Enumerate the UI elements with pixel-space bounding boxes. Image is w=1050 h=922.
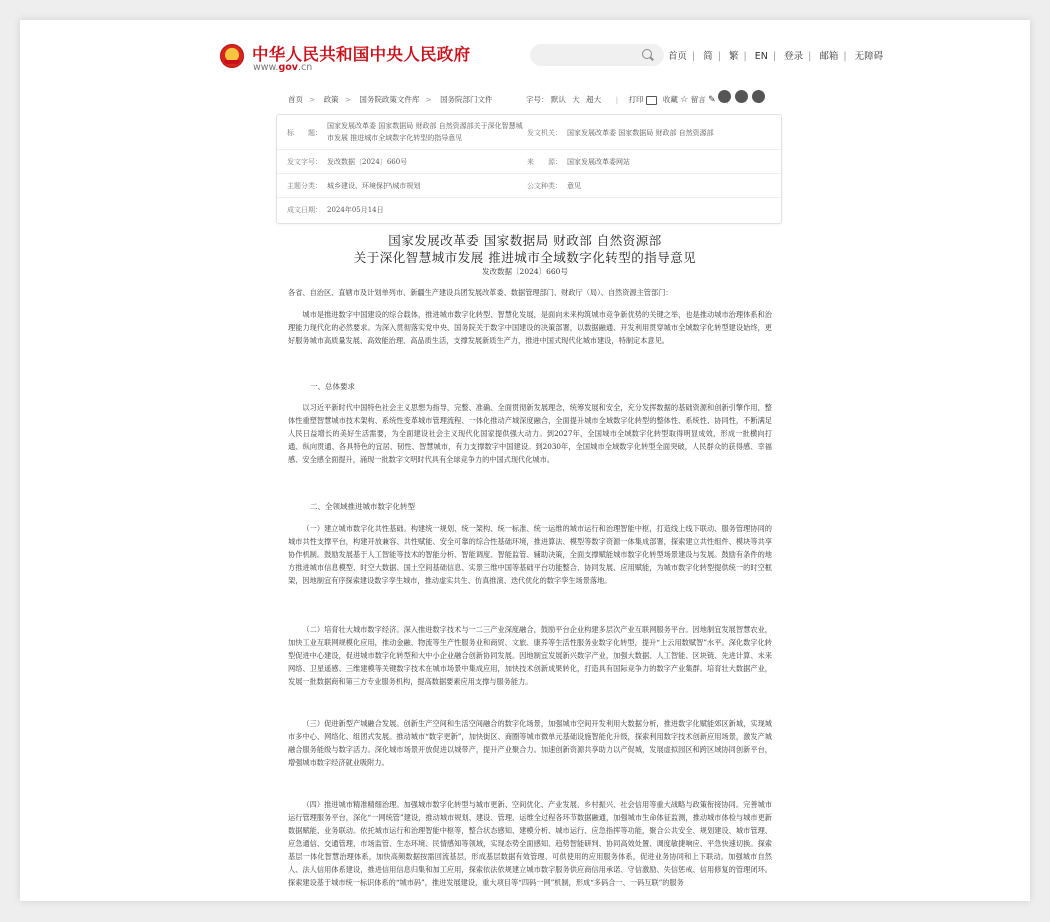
search-input[interactable] xyxy=(530,44,664,66)
section-heading-1: 一、总体要求 xyxy=(310,382,355,391)
site-header xyxy=(20,20,1030,92)
paragraph-item-2: （二）培育壮大城市数字经济。深入推进数字技术与一二三产业深度融合，鼓励平台企业构建多层次产业互联网服务平台。因地制宜发展智慧农业，加快工业互联网规模化应用，推动金融、物流等生产性服务业和商贸、文旅、康养等生活性服务业数字化转型，提升“上云用数赋智”水平。深化数字化转型促进中心建设，促进城市数字化转型和大中小企业融合创新协同发展。因地制宜发展新兴数字产业，加强大数据、人工智能、区块链、先进计算、未来网络、卫星遥感、三维建模等关键数字技术在城市场景中集成应用，加快技术创新成果转化，打造具有国际竞争力的数字产业集群。培育壮大数据产业，发展一批数据商和第三方专业服务机构，提高数据要素应用支撑与服务能力。 xyxy=(288,625,772,686)
intro-paragraph: 城市是推进数字中国建设的综合载体，推进城市数字化转型、智慧化发展，是面向未来构筑城市竞争新优势的关键之举，也是推动城市治理体系和治理能力现代化的必然要求。为深入贯彻落实党中央、国务院关于数字中国建设的决策部署，以数据融通、开发利用贯穿城市全域数字化转型建设始终，更好服务城市高质量发展、高效能治理、高品质生活，支撑发展新质生产力，推进中国式现代化城市建设，特制定本意见。 xyxy=(288,310,772,345)
qzone-share-icon[interactable] xyxy=(752,90,765,103)
site-title: 中华人民共和国中央人民政府 xyxy=(252,45,471,64)
pencil-icon[interactable]: ✎ xyxy=(708,95,716,105)
font-size-default[interactable]: 默认 xyxy=(550,95,566,104)
breadcrumb-home[interactable]: 首页 xyxy=(288,95,303,104)
source-value: 国家发展改革委网站 xyxy=(567,158,630,166)
title-label: 标 题： xyxy=(287,129,322,137)
favorite-button[interactable]: 收藏 xyxy=(662,95,678,104)
site-url xyxy=(253,62,312,73)
top-nav: 首页 | 简 | 繁 | EN | 登录 | 邮箱 | 无障碍 xyxy=(668,51,884,62)
document-info-box xyxy=(276,114,782,224)
breadcrumb-department-docs[interactable]: 国务院部门文件 xyxy=(440,95,493,104)
page xyxy=(20,20,1030,901)
info-row-title xyxy=(277,115,781,150)
type-label: 公文种类： xyxy=(527,182,562,190)
national-emblem-icon xyxy=(220,44,244,68)
section-heading-2: 二、全领域推进城市数字化转型 xyxy=(310,502,415,511)
document-title-line1: 国家发展改革委 国家数据局 财政部 自然资源部 xyxy=(388,233,662,248)
paragraph-item-3: （三）促进新型产城融合发展。创新生产空间和生活空间融合的数字化场景，加强城市空间开发利用大数据分析，推进数字化赋能郊区新城，实现城市多中心、网络化、组团式发展。推动城市“数字更新”，加快街区、商圈等城市微单元基础设施智能化升级，探索利用数字技术创新应用场景，激发产城融合服务能级与数字活力。深化城市场景开放促进以城带产，提升产业聚合力。加速创新资源共享助力以产促城，发展虚拟园区和跨区域协同创新平台，增强城市数字经济就业吸附力。 xyxy=(288,719,772,767)
title-value-line1: 国家发展改革委 国家数据局 财政部 自然资源部关于深化智慧城 xyxy=(327,122,523,130)
breadcrumb-row xyxy=(288,92,788,108)
nav-simplified[interactable]: 简 xyxy=(703,51,713,62)
paragraph-item-4: （四）推进城市精准精细治理。加强城市数字化转型与城市更新、空间优化、产业发展、乡村振兴、社会信用等重大战略与政策衔接协同。完善城市运行管理服务平台，深化“一网统管”建设，推动城市规划、建设、管理、运维全过程各环节数据融通，加强城市生命体征监测，推动城市体检与城市更新数据赋能、业务联动。依托城市运行和治理智能中枢等，整合状态感知、建模分析、城市运行、应急指挥等功能，聚合公共安全、规划建设、城市管理、应急通信、交通管理、市场监管、生态环境、民情感知等领域，实现态势全面感知、趋势智能研判、协同高效处置、调度敏捷响应、平急快速切换。探索基层一体化智慧治理体系，加快高频数据按需回流基层，形成基层数据有效管理、可供使用的应用服务体系，促进业务协同和上下联动。加强城市自然人、法人信用体系建设，推进信用信息归集和加工应用，探索依法依规建立城市数字服务供应商信用承诺、守信激励、失信惩戒、信用修复的管理闭环。探索建设基于城市统一标识体系的“城市码”，推进发展建设，重大项目等“四码一网”机制，形成“多码合一、一码互联”的服务 xyxy=(288,800,772,887)
nav-mail[interactable]: 邮箱 xyxy=(819,51,839,62)
source-label: 来 源： xyxy=(527,158,562,166)
title-value-line2: 市发展 推进城市全域数字化转型的指导意见 xyxy=(327,134,463,142)
issuer-label: 发文机关： xyxy=(527,129,562,137)
font-size-large[interactable]: 大 xyxy=(572,95,580,104)
site-url-domain: gov xyxy=(278,62,298,73)
site-url-suffix: .cn xyxy=(298,62,313,73)
topic-label: 主题分类： xyxy=(287,182,322,190)
topic-value: 城乡建设、环境保护\城市规划 xyxy=(327,182,421,190)
docnum-label: 发文字号： xyxy=(287,158,322,166)
leave-message-button[interactable]: 留言 xyxy=(690,95,706,104)
type-value: 意见 xyxy=(567,182,581,190)
info-row-topic xyxy=(277,173,781,198)
nav-accessibility[interactable]: 无障碍 xyxy=(854,51,884,62)
info-row-docnum xyxy=(277,149,781,174)
nav-traditional[interactable]: 繁 xyxy=(729,51,739,62)
nav-login[interactable]: 登录 xyxy=(784,51,804,62)
star-icon[interactable]: ☆ xyxy=(680,95,689,105)
font-size-xlarge[interactable]: 超大 xyxy=(586,95,602,104)
breadcrumb-policy[interactable]: 政策 xyxy=(323,95,339,104)
site-logo[interactable] xyxy=(220,41,470,77)
share-icons xyxy=(718,90,769,103)
site-url-prefix: www. xyxy=(253,62,279,73)
nav-home[interactable]: 首页 xyxy=(668,51,688,62)
paragraph-item-1: （一）建立城市数字化共性基础。构建统一规划、统一架构、统一标准、统一运维的城市运行和治理智能中枢，打造线上线下联动、服务管理协同的城市共性支撑平台，构建开放兼容、共性赋能、安全可靠的综合性基础环境，推进算法、模型等数字资源一体集成部署，探索建立共性组件、模块等共享协作机制。鼓励发展基于人工智能等技术的智能分析、智能调度、智能监管、辅助决策，全面支撑赋能城市数字化转型场景建设与发展。鼓励有条件的地方推进城市信息模型、时空大数据、国土空间基础信息、实景三维中国等基础平台功能整合、协同发展、应用赋能，为城市数字化转型提供统一的时空框架，因地制宜有序探索建设数字孪生城市，推动虚实共生、仿真推演、迭代优化的数字孪生场景落地。 xyxy=(288,524,772,585)
addressees: 各省、自治区、直辖市及计划单列市、新疆生产建设兵团发展改革委、数据管理部门、财政厅（局）、自然资源主管部门： xyxy=(288,288,673,297)
date-value: 2024年05月14日 xyxy=(327,206,384,214)
date-label: 成文日期： xyxy=(287,206,322,214)
wechat-share-icon[interactable] xyxy=(735,90,748,103)
print-button[interactable]: 打印 xyxy=(628,95,644,104)
nav-english[interactable]: EN xyxy=(754,51,768,62)
breadcrumb: 首页 > 政策 > 国务院政策文件库 > 国务院部门文件 xyxy=(288,95,493,104)
paragraph-general-requirements: 以习近平新时代中国特色社会主义思想为指导，完整、准确、全面贯彻新发展理念，统筹发展和安全，充分发挥数据的基础资源和创新引擎作用，整体性重塑智慧城市技术架构、系统性变革城市管理流程、一体化推动产城深度融合，全面提升城市全域数字化转型的整体性、系统性、协同性，不断满足人民日益增长的美好生活需要，为全面建设社会主义现代化国家提供强大动力。到2027年，全国城市全域数字化转型取得明显成效，形成一批横向打通、纵向贯通、各具特色的宜居、韧性、智慧城市，有力支撑数字中国建设。到2030年，全国城市全域数字化转型全面突破，人民群众的获得感、幸福感、安全感全面提升，涌现一批数字文明时代具有全球竞争力的中国式现代化城市。 xyxy=(288,403,772,464)
document-number: 发改数据〔2024〕660号 xyxy=(482,267,568,276)
document-title-line2: 关于深化智慧城市发展 推进城市全域数字化转型的指导意见 xyxy=(353,250,697,265)
article-tools: 字号： 默认 大 超大 | 打印 收藏 ☆ 留言 ✎ xyxy=(526,95,716,105)
docnum-value: 发改数据〔2024〕660号 xyxy=(327,158,408,166)
font-size-label: 字号： xyxy=(526,95,549,104)
breadcrumb-policy-library[interactable]: 国务院政策文件库 xyxy=(359,95,420,104)
info-row-date xyxy=(277,197,781,221)
issuer-value: 国家发展改革委 国家数据局 财政部 自然资源部 xyxy=(567,129,714,137)
search-icon[interactable] xyxy=(642,49,652,59)
weibo-share-icon[interactable] xyxy=(718,90,731,103)
print-icon[interactable] xyxy=(646,96,657,105)
